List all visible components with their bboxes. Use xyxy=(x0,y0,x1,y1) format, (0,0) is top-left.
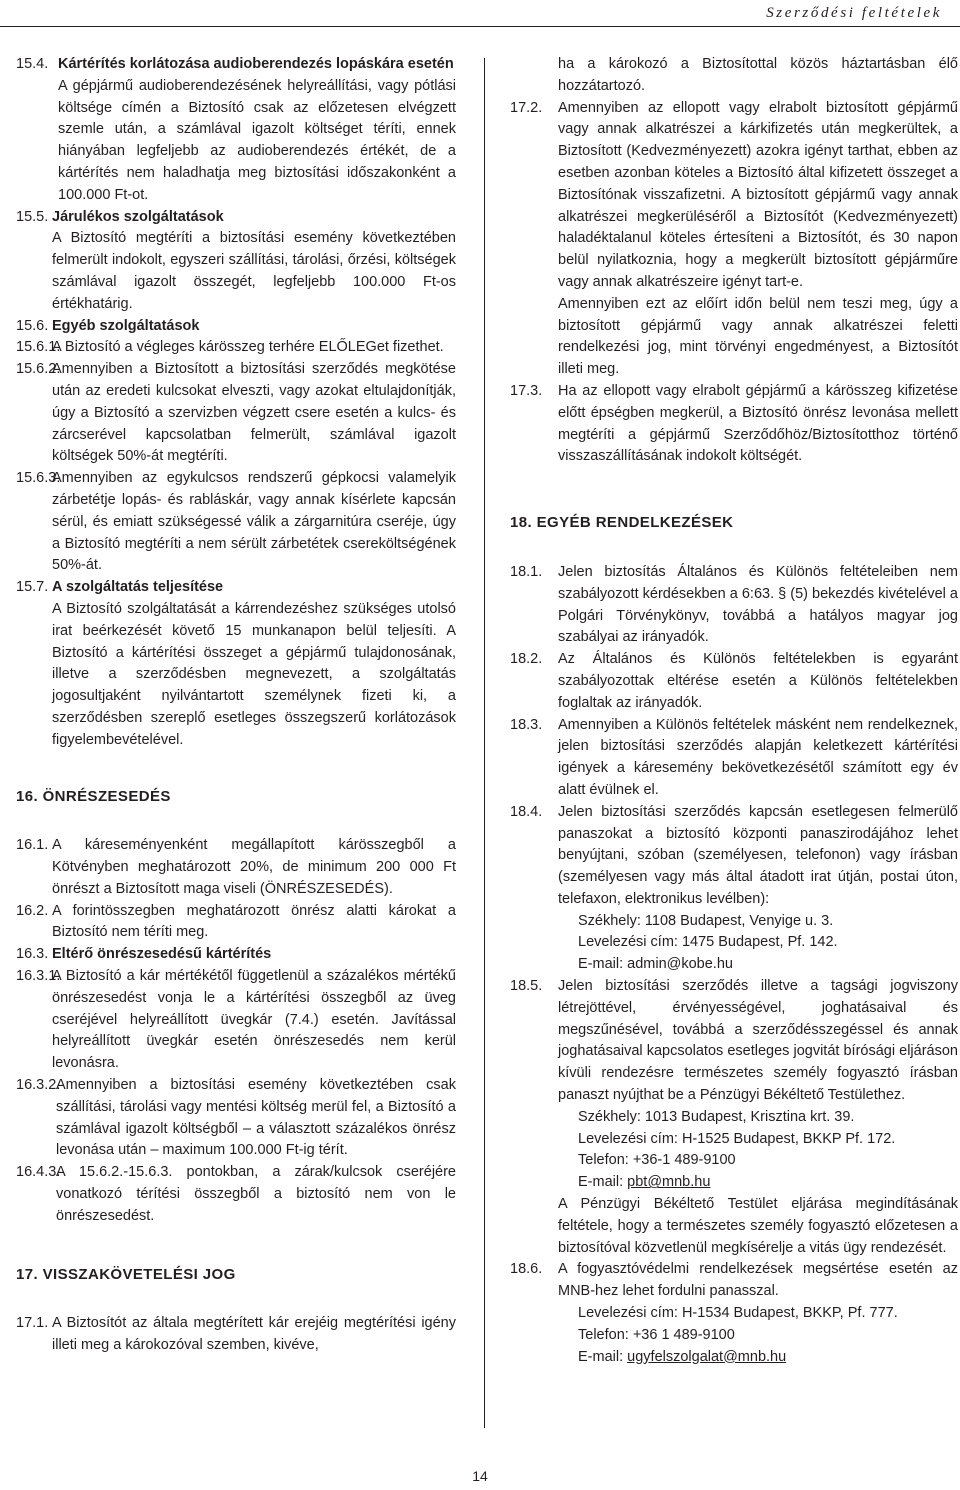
section-17-1 xyxy=(16,1313,456,1357)
section-text: Jelen biztosítási szerződés kapcsán esetlegesen felmerülő panaszokat a biztosító központi panaszirodájához lehet benyújtani, szóban (személyesen, telefonon) vagy írásban (személyesen vagy más által átadott irat útján, postai úton, telefaxon, elektronikus levélben): xyxy=(558,803,958,907)
section-text: Ha az ellopott vagy elrabolt gépjármű a kárösszeg kifizetése előtt épségben megkerül, a Biztosító önrész levonása mellett megtéríti a gépjármű Szerződőhöz/Biztosítotthoz történő visszaszállításának indokolt költségét. xyxy=(558,382,958,465)
section-18-5 xyxy=(510,976,958,1259)
section-title: Járulékos szolgáltatások xyxy=(52,208,224,225)
section-text: A Biztosító a kár mértékétől függetlenül a százalékos mértékű önrészesedést vonja le a kártérítési összegből az üveg cseréjével helyreállított üvegkár (7.4.) esetén. Javítással helyreállított üvegkár esetén önrészesedés nem kerül levonásra. xyxy=(52,968,456,1072)
section-text: Amennyiben a Különös feltételek másként nem rendelkeznek, jelen biztosítási szerződés alapján keletkezett kártérítési igények a káresemény bekövetkezésétől számított egy év alatt évülnek el. xyxy=(558,716,958,798)
section-16-2 xyxy=(16,901,456,945)
pbt-email-link[interactable]: pbt@mnb.hu xyxy=(627,1174,711,1191)
section-number: 15.5. xyxy=(16,208,49,225)
section-text: Jelen biztosítás Általános és Különös feltételeiben nem szabályozott kérdésekben a 6:63. § (5) bekezdés kivételével a Polgári Törvénykönyv, továbbá a hatályos magyar jog szabályai az irányadók. xyxy=(558,563,958,646)
section-text: A Biztosító szolgáltatását a kárrendezéshez szükséges utolsó irat beérkezését követő 15 munkanapon belül teljesíti. A Biztosító a kártérítési összeget a gépjármű tulajdonosának, illetve a szerződésben megnevezett, a szolgáltatás jogosultjaként nyilvántartott személynek fizeti ki, a szerződésben szereplő esetleges összegszerű korlátozások figyelembevételével. xyxy=(52,600,456,748)
mnb-phone: Telefon: +36 1 489-9100 xyxy=(578,1326,735,1343)
section-title: Eltérő önrészesedésű kártérítés xyxy=(52,946,272,963)
section-15-6-2 xyxy=(16,359,456,468)
section-number: 17.2. xyxy=(510,99,543,116)
complaint-office-email: E-mail: admin@kobe.hu xyxy=(578,956,733,973)
pbt-postal-address: Levelezési cím: H-1525 Budapest, BKKP Pf. 172. xyxy=(578,1130,896,1147)
running-header xyxy=(0,0,960,27)
section-number: 18.3. xyxy=(510,716,543,733)
section-18-4 xyxy=(510,802,958,976)
section-16-3-1 xyxy=(16,966,456,1075)
section-15-6 xyxy=(16,316,456,338)
section-title: Kártérítés korlátozása audioberendezés lopáskára esetén xyxy=(58,56,454,72)
section-number: 18.6. xyxy=(510,1261,543,1278)
left-column xyxy=(16,54,456,1357)
complaint-office-postal-address: Levelezési cím: 1475 Budapest, Pf. 142. xyxy=(578,934,838,951)
section-number: 15.6. xyxy=(16,317,49,334)
section-text: Amennyiben ezt az előírt időn belül nem teszi meg, úgy a biztosított gépjármű vagy annak alkatrészei feletti rendelkezési jog, mint törvényi engedményest, a Biztosítót illeti meg. xyxy=(558,295,958,378)
section-text: ha a károkozó a Biztosítottal közös háztartásban élő hozzátartozó. xyxy=(558,56,958,94)
section-title: Egyéb szolgáltatások xyxy=(52,317,200,334)
section-18-1 xyxy=(510,562,958,649)
section-18-3 xyxy=(510,715,958,802)
section-number: 17.1. xyxy=(16,1315,49,1332)
section-number: 15.6.2. xyxy=(16,361,61,378)
pbt-email-line xyxy=(558,1172,958,1194)
section-text: Amennyiben az egykulcsos rendszerű gépkocsi valamelyik zárbetétje lopás- és rabláskár, vagy annak kísérlete kapcsán sérül, és emiatt szükségessé válik a zárgarnitúra cseréje, úgy a Biztosító megtéríti a nem sérült zárbetétek csereköltségének 50%-át. xyxy=(52,470,456,574)
section-17-1-continued xyxy=(510,54,958,98)
mnb-postal-address: Levelezési cím: H-1534 Budapest, BKKP, Pf. 777. xyxy=(578,1305,898,1322)
mnb-email-link[interactable]: ugyfelszolgalat@mnb.hu xyxy=(627,1348,787,1365)
section-16-1 xyxy=(16,835,456,900)
section-number: 18.2. xyxy=(510,651,543,668)
section-number: 18.1. xyxy=(510,563,543,580)
section-number: 16.3.1. xyxy=(16,968,61,985)
section-number: 16.3. xyxy=(16,946,49,963)
email-label: E-mail: xyxy=(578,1174,628,1191)
section-15-4 xyxy=(16,54,456,207)
section-number: 15.7. xyxy=(16,579,49,596)
column-divider xyxy=(484,58,485,1428)
section-16-4-3 xyxy=(16,1162,456,1227)
page-number: 14 xyxy=(472,1468,488,1484)
heading-17: 17. VISSZAKÖVETELÉSI JOG xyxy=(16,1265,236,1283)
complaint-office-address: Székhely: 1108 Budapest, Venyige u. 3. xyxy=(578,912,834,929)
section-text: A gépjármű audioberendezésének helyreállítási, vagy pótlási költsége címén a Biztosító csak az előzetesen elvégzett szemle után, a számlával igazolt költséget téríti, ennek hiányában legfeljebb az audioberendezés értékét, de a kártérítés nem haladhatja meg biztosítási időszakonként a 100.000 Ft-ot. xyxy=(58,77,456,203)
section-number: 18.5. xyxy=(510,978,543,995)
section-15-6-3 xyxy=(16,468,456,577)
running-header-title: Szerződési feltételek xyxy=(766,5,942,21)
section-text: Amennyiben a biztosítási esemény következtében csak szállítási, tárolási vagy mentési költség merül fel, a Biztosító a számlával igazolt költségből – a választott százalékos önrész levonása után – maximum 100.000 Ft-ig térít. xyxy=(56,1077,456,1159)
section-text: Jelen biztosítási szerződés illetve a tagsági jogviszony létrejöttével, érvényességével, joghatásaival és megszűnésével, továbbá a szerződésszegéssel és annak joghatásaival kapcsolatos esetleges jogvitát bírósági eljáráson kívüli rendezésre természetes személy fogyasztó írásban panaszt nyújthat be a Pénzügyi Békéltető Testülethez. xyxy=(558,978,958,1104)
section-18-2 xyxy=(510,649,958,714)
section-number: 18.4. xyxy=(510,803,543,820)
email-label: E-mail: xyxy=(578,1348,628,1365)
section-title: A szolgáltatás teljesítése xyxy=(52,579,224,596)
section-number: 16.2. xyxy=(16,902,49,919)
section-text: Amennyiben az ellopott vagy elrabolt biztosított gépjármű vagy annak alkatrészei a kárkifizetés után megkerültek, a Biztosított (Kedvezményezett) azokra igényt tarthat, ebben az esetben azonban köteles a Biztosító által kifizetett összeget a Biztosítónak visszafizetni. A biztosított gépjármű vagy annak alkatrészei megkerüléséről a Biztosítót (Kedvezményezett) haladéktalanul köteles értesíteni a Biztosítót, és 30 napon belül nyilatkoznia, hogy a megkerült biztosított gépjárműre vagy annak alkatrészeire igényt tart-e. xyxy=(558,99,958,290)
heading-18: 18. EGYÉB RENDELKEZÉSEK xyxy=(510,514,734,532)
section-16-3-2 xyxy=(16,1075,456,1162)
section-number: 15.6.1. xyxy=(16,339,61,356)
right-column xyxy=(510,54,958,1368)
section-number: 16.4.3. xyxy=(16,1164,61,1181)
section-text: A 15.6.2.-15.6.3. pontokban, a zárak/kulcsok cseréjére vonatkozó térítési összegből a biztosító nem von le önrészesedést. xyxy=(56,1164,456,1224)
section-16-3 xyxy=(16,944,456,966)
section-17-3 xyxy=(510,381,958,468)
mnb-email-line xyxy=(558,1347,958,1369)
pbt-phone: Telefon: +36-1 489-9100 xyxy=(578,1152,736,1169)
section-text: A káreseményenként megállapított kárösszegből a Kötvényben meghatározott 20%, de minimum 200 000 Ft önrészt a Biztosított maga viseli (ÖNRÉSZESEDÉS). xyxy=(52,837,456,897)
section-number: 15.6.3. xyxy=(16,470,61,487)
section-17-2 xyxy=(510,98,958,381)
section-15-6-1 xyxy=(16,337,456,359)
section-text: A Biztosító a végleges kárösszeg terhére ELŐLEGet fizethet. xyxy=(52,339,444,356)
pbt-address: Székhely: 1013 Budapest, Krisztina krt. 39. xyxy=(578,1108,855,1125)
section-15-7 xyxy=(16,577,456,751)
section-text: A Biztosítót az általa megtérített kár erejéig megtérítési igény illeti meg a károkozóval szemben, kivéve, xyxy=(52,1315,456,1354)
section-15-5 xyxy=(16,207,456,316)
section-number: 17.3. xyxy=(510,382,543,399)
section-text: Az Általános és Különös feltételekben is egyaránt szabályozottak eltérése esetén a Különös feltételekben foglaltak az irányadók. xyxy=(558,651,958,711)
section-number: 16.1. xyxy=(16,837,49,854)
section-text: A Pénzügyi Békéltető Testület eljárása megindításának feltétele, hogy a természetes személy fogyasztó előzetesen a biztosítóval közvetlenül megkísérelje a vitás ügy rendezését. xyxy=(558,1196,958,1256)
section-text: A Biztosító megtéríti a biztosítási esemény következtében felmerült indokolt, egyszeri szállítási, tárolási, őrzési, költségek számlával igazolt összegét, legfeljebb 100.000 Ft-os értékhatárig. xyxy=(52,230,456,312)
section-text: A fogyasztóvédelmi rendelkezések megsértése esetén az MNB-hez lehet fordulni panasszal. xyxy=(558,1261,958,1300)
section-number: 16.3.2. xyxy=(16,1077,61,1094)
section-18-6 xyxy=(510,1259,958,1368)
section-text: Amennyiben a Biztosított a biztosítási szerződés megkötése után az eredeti kulcsokat elveszti, vagy azokat eltulajdonítják, úgy a Biztosító a szervizben végzett csere esetén a kulcs- és zárcserével kapcsolatban felmerült, számlával igazolt költségek 50%-át megtéríti. xyxy=(52,361,456,465)
section-text: A forintösszegben meghatározott önrész alatti károkat a Biztosító nem téríti meg. xyxy=(52,902,456,941)
heading-16: 16. ÖNRÉSZESEDÉS xyxy=(16,787,171,805)
section-number: 15.4. xyxy=(16,56,49,72)
